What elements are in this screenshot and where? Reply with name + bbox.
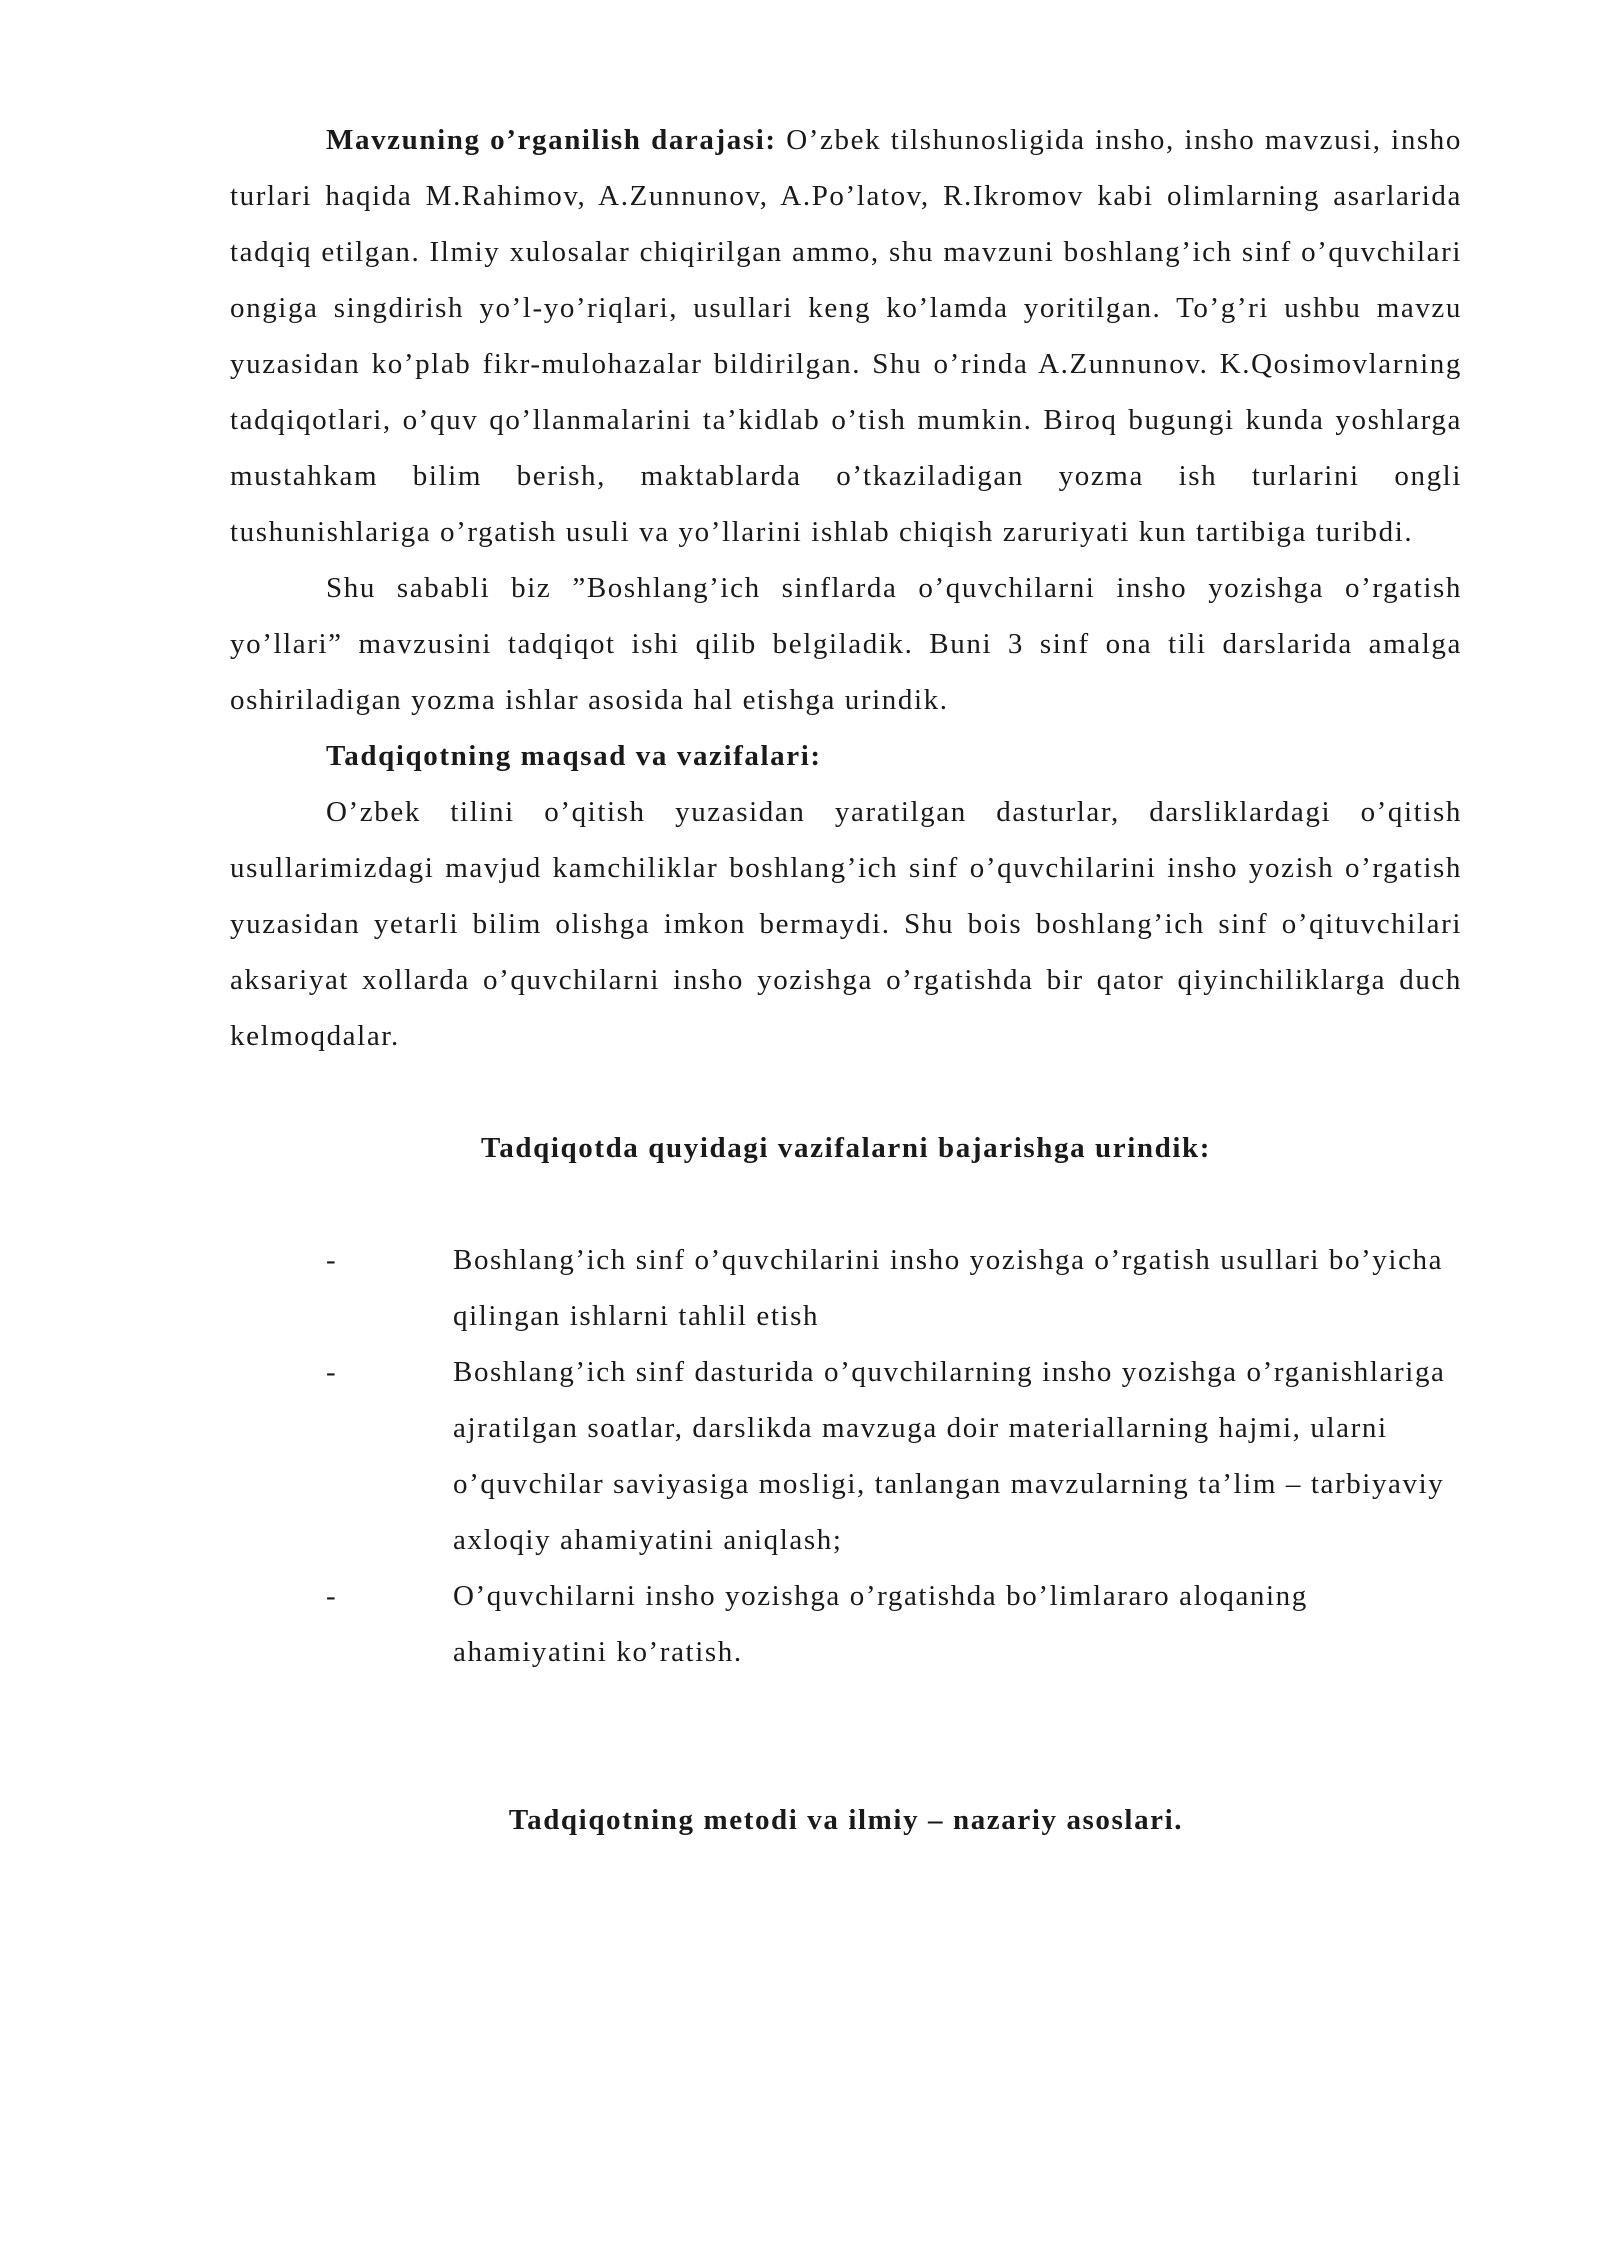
tasks-list (230, 1232, 1462, 1680)
document-page (230, 112, 1462, 1848)
methods-heading: Tadqiqotning metodi va ilmiy – nazariy asoslari. (508, 1804, 1184, 1836)
list-item (230, 1568, 1462, 1680)
list-bullet: - (326, 1580, 338, 1612)
study-degree-paragraph (230, 112, 1462, 560)
list-item (230, 1344, 1462, 1568)
list-item (230, 1232, 1462, 1344)
list-item-text: Boshlang’ich sinf o’quvchilarini insho yozishga o’rgatish usullari bo’yicha qilingan ishlarni tahlil etish (453, 1244, 1444, 1332)
tasks-heading: Tadqiqotda quyidagi vazifalarni bajarishga urindik: (481, 1132, 1211, 1164)
list-item-text: Boshlang’ich sinf dasturida o’quvchilarning insho yozishga o’rganishlariga ajratilgan soatlar, darslikda mavzuga doir materiallarning hajmi, ularni o’quvchilar saviyasiga mosligi, tanlangan mavzularning ta’lim – tarbiyaviy axloqiy ahamiyatini aniqlash; (453, 1356, 1446, 1556)
spacer (230, 1176, 1462, 1232)
list-bullet: - (326, 1244, 338, 1276)
study-degree-label: Mavzuning o’rganilish darajasi: (326, 124, 777, 156)
topic-paragraph: Shu sababli biz ”Boshlang’ich sinflarda o’quvchilarni insho yozishga o’rgatish yo’llari” mavzusini tadqiqot ishi qilib belgiladik. Buni 3 sinf ona tili darslarida amalga oshiriladigan yozma ishlar asosida hal etishga urindik. (230, 572, 1462, 716)
spacer (230, 1064, 1462, 1120)
goals-heading: Tadqiqotning maqsad va vazifalari: (326, 740, 822, 772)
study-degree-text: O’zbek tilshunosligida insho, insho mavzusi, insho turlari haqida M.Rahimov, A.Zunnunov, A.Po’latov, R.Ikromov kabi olimlarning asarlarida tadqiq etilgan. Ilmiy xulosalar chiqirilgan ammo, shu mavzuni boshlang’ich sinf o’quvchilari ongiga singdirish yo’l-yo’riqlari, usullari keng ko’lamda yoritilgan. To’g’ri ushbu mavzu yuzasidan ko’plab fikr-mulohazalar bildirilgan. Shu o’rinda A.Zunnunov. K.Qosimovlarning tadqiqotlari, o’quv qo’llanmalarini ta’kidlab o’tish mumkin. Biroq bugungi kunda yoshlarga mustahkam bilim berish, maktablarda o’tkaziladigan yozma ish turlarini ongli tushunishlariga o’rgatish usuli va yo’llarini ishlab chiqish zaruriyati kun tartibiga turibdi. (230, 124, 1463, 548)
list-bullet: - (326, 1356, 338, 1388)
goals-paragraph: O’zbek tilini o’qitish yuzasidan yaratilgan dasturlar, darsliklardagi o’qitish usullarimizdagi mavjud kamchiliklar boshlang’ich sinf o’quvchilarini insho yozish o’rgatish yuzasidan yetarli bilim olishga imkon bermaydi. Shu bois boshlang’ich sinf o’qituvchilari aksariyat xollarda o’quvchilarni insho yozishga o’rgatishda bir qator qiyinchiliklarga duch kelmoqdalar. (230, 796, 1462, 1052)
spacer (230, 1680, 1462, 1792)
list-item-text: O’quvchilarni insho yozishga o’rgatishda bo’limlararo aloqaning ahamiyatini ko’ratish. (453, 1580, 1308, 1668)
